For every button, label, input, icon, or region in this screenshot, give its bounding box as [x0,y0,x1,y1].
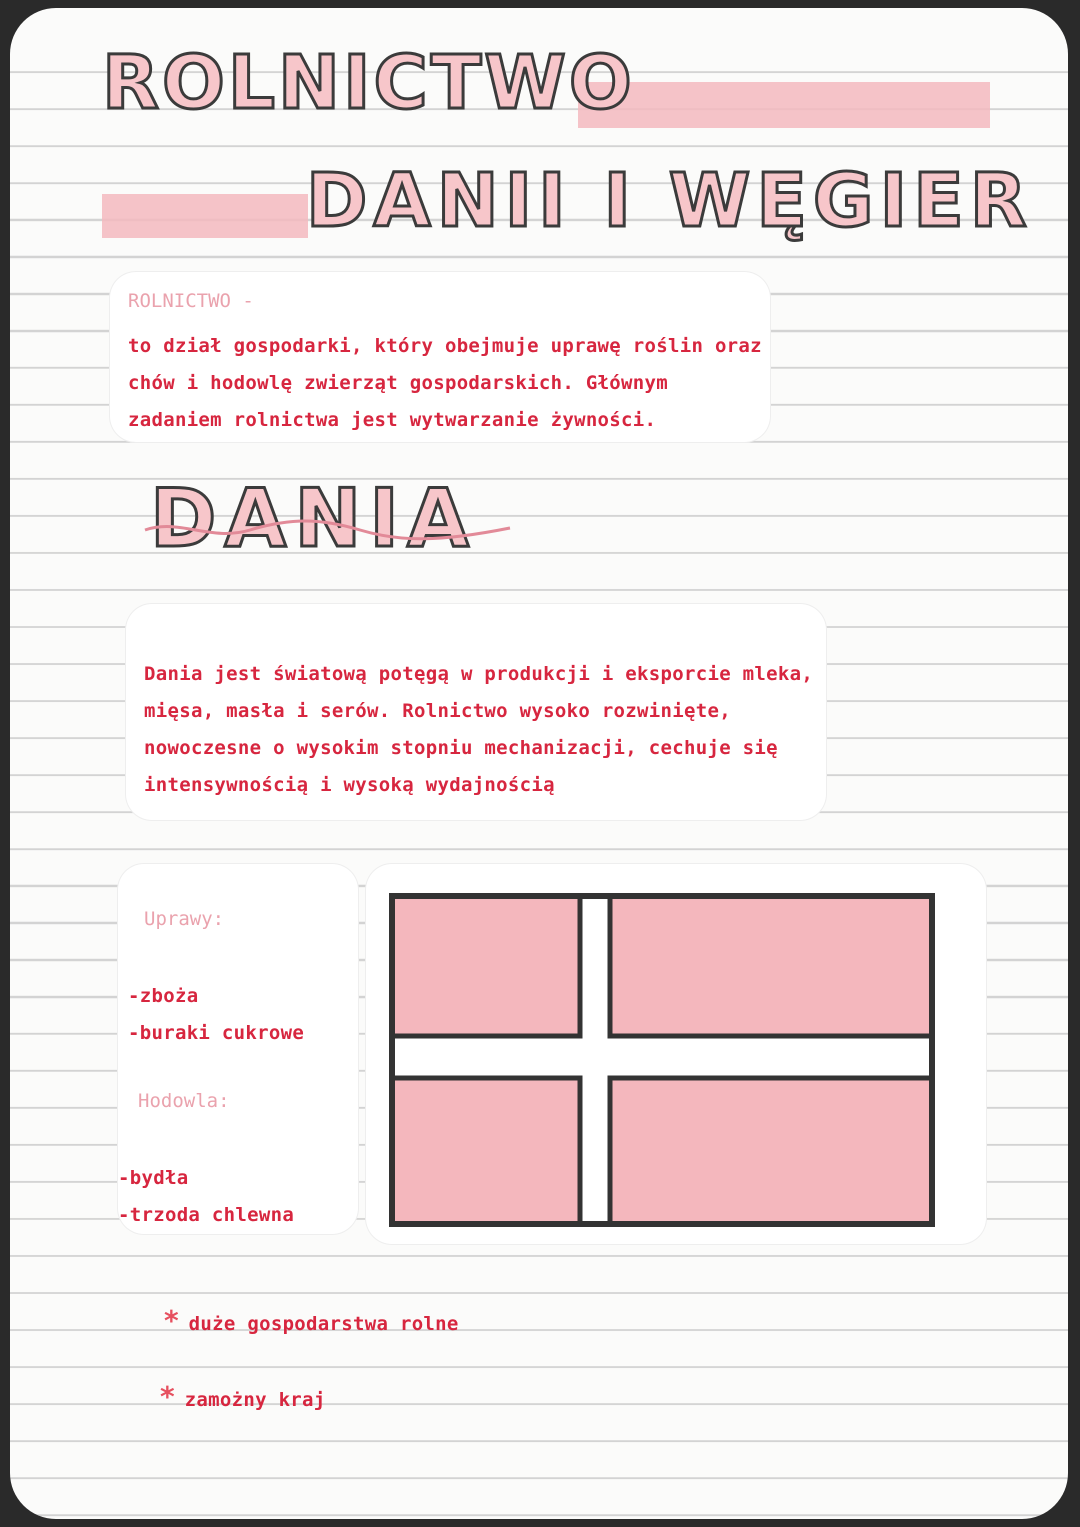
fact-item [160,1380,326,1413]
dania-description: Dania jest światową potęgą w produkcji i eksporcie mleka, mięsa, masła i serów. Rolnictwo wysoko rozwinięte, nowoczesne o wysokim stopniu mechanizacji, cechuje się intensywnością i wysoką wydajnością [144,663,814,796]
hodowla-label: Hodowla: [138,1090,230,1112]
fact-text: zamożny kraj [184,1389,326,1411]
definition-label: ROLNICTWO - [128,290,254,312]
page-title-line2: DANII I WĘGIER [306,158,1033,244]
asterisk-icon: * [160,1380,175,1413]
fact-item [164,1304,459,1337]
highlight-bar [578,82,990,128]
notebook-page [10,8,1068,1519]
asterisk-icon: * [164,1304,179,1337]
section-heading-dania: DANIA [150,472,477,565]
list-item: -buraki cukrowe [128,1022,305,1044]
uprawy-label: Uprawy: [144,908,225,930]
fact-text: duże gospodarstwa rolne [188,1313,459,1335]
uprawy-list [128,978,304,1052]
page-title-line1: ROLNICTWO [102,40,635,126]
decorative-squiggle [140,508,520,548]
list-item: -bydła [118,1167,189,1189]
list-item: -trzoda chlewna [118,1204,295,1226]
highlight-bar [102,194,308,238]
definition-text: to dział gospodarki, który obejmuje uprawę roślin oraz chów i hodowlę zwierząt gospodarskich. Głównym zadaniem rolnictwa jest wytwarzanie żywności. [128,335,762,431]
denmark-flag-drawing [388,892,936,1228]
hodowla-list [118,1160,294,1234]
list-item: -zboża [128,985,199,1007]
